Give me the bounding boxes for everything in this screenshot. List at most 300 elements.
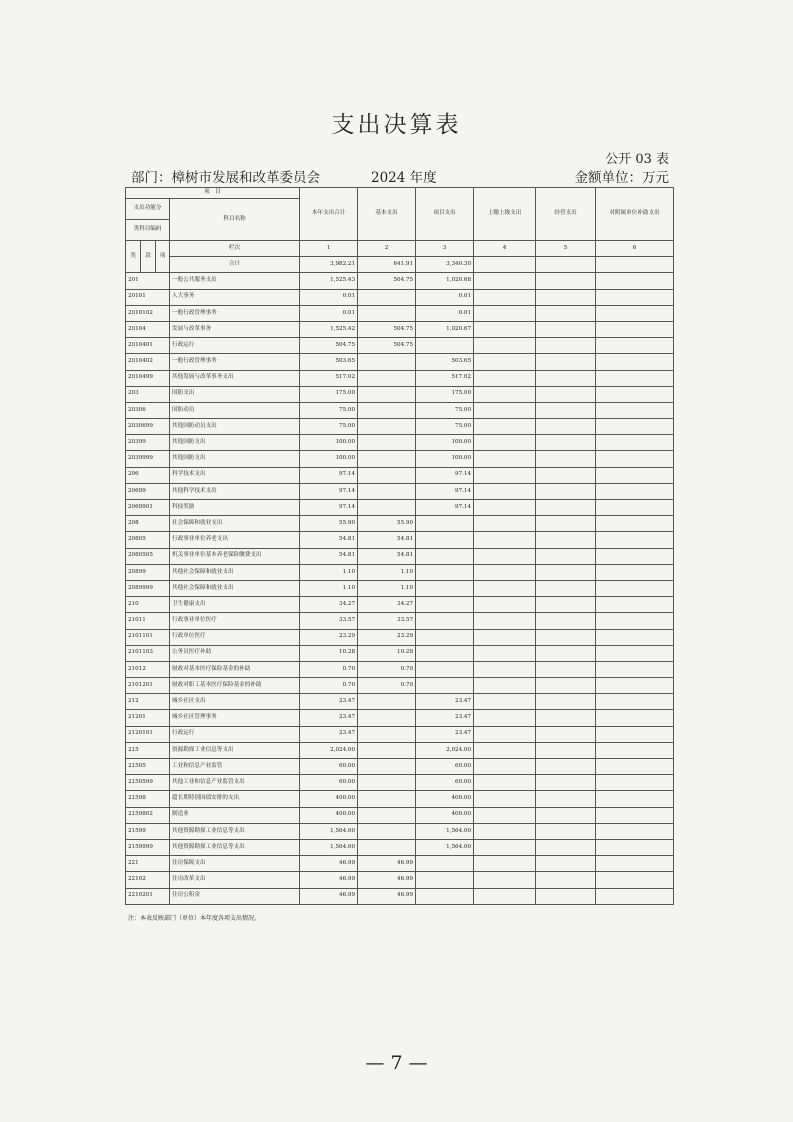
subject-code: 2010401 bbox=[126, 338, 170, 354]
table-row bbox=[126, 580, 674, 596]
subject-name: 其他资源勘探工业信息等支出 bbox=[170, 823, 300, 839]
operating-amount bbox=[536, 839, 596, 855]
amount-unit: 金额单位：万元 bbox=[574, 170, 669, 186]
table-row bbox=[126, 483, 674, 499]
operating-amount bbox=[536, 759, 596, 775]
subsidy-amount bbox=[596, 402, 674, 418]
subject-name: 国防支出 bbox=[170, 386, 300, 402]
basic-amount bbox=[358, 759, 416, 775]
subject-code: 2010402 bbox=[126, 354, 170, 370]
subject-name: 其他国防支出 bbox=[170, 435, 300, 451]
operating-amount bbox=[536, 791, 596, 807]
subject-name: 超长期特别国债安排的支出 bbox=[170, 791, 300, 807]
project-amount bbox=[416, 645, 474, 661]
page-number: — 7 — bbox=[365, 1052, 428, 1074]
subsidy-amount bbox=[596, 888, 674, 904]
project-amount: 100.00 bbox=[416, 435, 474, 451]
remit-amount bbox=[474, 402, 536, 418]
table-row bbox=[126, 872, 674, 888]
operating-amount bbox=[536, 467, 596, 483]
subject-code: 203 bbox=[126, 386, 170, 402]
operating-amount bbox=[536, 483, 596, 499]
subsidy-amount bbox=[596, 791, 674, 807]
remit-amount bbox=[474, 872, 536, 888]
subject-name: 财政对基本医疗保险基金的补助 bbox=[170, 661, 300, 677]
project-amount: 75.00 bbox=[416, 402, 474, 418]
remit-amount bbox=[474, 678, 536, 694]
col-header-subsidy: 对附属单位补助支出 bbox=[596, 188, 674, 241]
subsidy-amount bbox=[596, 289, 674, 305]
subject-code: 20805 bbox=[126, 532, 170, 548]
table-row bbox=[126, 370, 674, 386]
col-num: 6 bbox=[596, 241, 674, 257]
subject-code: 20899 bbox=[126, 564, 170, 580]
project-amount bbox=[416, 661, 474, 677]
operating-amount bbox=[536, 726, 596, 742]
subject-name: 住房公积金 bbox=[170, 888, 300, 904]
project-amount bbox=[416, 580, 474, 596]
remit-amount bbox=[474, 273, 536, 289]
subsidy-amount bbox=[596, 775, 674, 791]
table-row bbox=[126, 678, 674, 694]
total-amount: 1,564.00 bbox=[300, 839, 358, 855]
subsidy-amount bbox=[596, 613, 674, 629]
basic-amount: 0.70 bbox=[358, 661, 416, 677]
total-amount: 97.14 bbox=[300, 500, 358, 516]
subject-code: 2159999 bbox=[126, 839, 170, 855]
operating-amount bbox=[536, 370, 596, 386]
subject-code: 2101101 bbox=[126, 629, 170, 645]
expenditure-table bbox=[125, 187, 674, 905]
operating-amount bbox=[536, 872, 596, 888]
page-title: 支出决算表 bbox=[331, 112, 462, 138]
operating-amount bbox=[536, 289, 596, 305]
subsidy-amount bbox=[596, 273, 674, 289]
remit-amount bbox=[474, 645, 536, 661]
subject-name: 行政事业单位医疗 bbox=[170, 613, 300, 629]
table-row bbox=[126, 694, 674, 710]
subsidy-amount bbox=[596, 564, 674, 580]
basic-amount bbox=[358, 305, 416, 321]
table-row bbox=[126, 742, 674, 758]
subsidy-amount bbox=[596, 823, 674, 839]
basic-amount: 504.75 bbox=[358, 338, 416, 354]
total-amount: 33.57 bbox=[300, 613, 358, 629]
total-amount: 504.75 bbox=[300, 338, 358, 354]
total-amount: 1,525.42 bbox=[300, 321, 358, 337]
total-amount: 1,564.00 bbox=[300, 823, 358, 839]
remit-amount bbox=[474, 370, 536, 386]
subject-name: 发展与改革事务 bbox=[170, 321, 300, 337]
report-header bbox=[125, 166, 673, 186]
subsidy-amount bbox=[596, 856, 674, 872]
operating-amount bbox=[536, 500, 596, 516]
basic-amount: 1.10 bbox=[358, 580, 416, 596]
total-amount: 0.01 bbox=[300, 305, 358, 321]
operating-amount bbox=[536, 629, 596, 645]
subsidy-amount bbox=[596, 742, 674, 758]
remit-amount bbox=[474, 305, 536, 321]
subject-name: 行政运行 bbox=[170, 338, 300, 354]
remit-amount bbox=[474, 435, 536, 451]
subsidy-amount bbox=[596, 807, 674, 823]
col-num: 2 bbox=[358, 241, 416, 257]
subject-code: 20306 bbox=[126, 402, 170, 418]
basic-amount bbox=[358, 694, 416, 710]
total-amount: 23.47 bbox=[300, 694, 358, 710]
total-amount: 0.70 bbox=[300, 661, 358, 677]
basic-amount bbox=[358, 451, 416, 467]
subject-code: 20101 bbox=[126, 289, 170, 305]
remit-amount bbox=[474, 386, 536, 402]
project-amount bbox=[416, 872, 474, 888]
total-amount: 60.00 bbox=[300, 775, 358, 791]
subsidy-amount bbox=[596, 483, 674, 499]
total-amount: 1,525.43 bbox=[300, 273, 358, 289]
subsidy-amount bbox=[596, 386, 674, 402]
remit-amount bbox=[474, 548, 536, 564]
col-num: 3 bbox=[416, 241, 474, 257]
subject-code: 2069901 bbox=[126, 500, 170, 516]
total-amount: 75.00 bbox=[300, 402, 358, 418]
project-header: 项 目 bbox=[126, 188, 300, 199]
total-amount: 97.14 bbox=[300, 483, 358, 499]
subsidy-amount bbox=[596, 839, 674, 855]
remit-amount bbox=[474, 483, 536, 499]
remit-amount bbox=[474, 807, 536, 823]
project-amount: 175.00 bbox=[416, 386, 474, 402]
subject-code: 210 bbox=[126, 597, 170, 613]
project-amount: 400.00 bbox=[416, 807, 474, 823]
subject-code: 21599 bbox=[126, 823, 170, 839]
subject-code: 21011 bbox=[126, 613, 170, 629]
table-row bbox=[126, 856, 674, 872]
basic-amount: 46.99 bbox=[358, 872, 416, 888]
subject-code: 21201 bbox=[126, 710, 170, 726]
project-amount: 517.02 bbox=[416, 370, 474, 386]
subject-name: 一般行政管理事务 bbox=[170, 305, 300, 321]
project-amount bbox=[416, 564, 474, 580]
project-amount bbox=[416, 516, 474, 532]
basic-amount: 55.90 bbox=[358, 516, 416, 532]
project-amount: 503.65 bbox=[416, 354, 474, 370]
basic-amount bbox=[358, 807, 416, 823]
operating-amount bbox=[536, 321, 596, 337]
form-number: 公开 03 表 bbox=[605, 152, 669, 167]
basic-amount: 33.57 bbox=[358, 613, 416, 629]
subsidy-amount bbox=[596, 678, 674, 694]
subject-code: 206 bbox=[126, 467, 170, 483]
total-amount: 23.47 bbox=[300, 726, 358, 742]
table-row bbox=[126, 532, 674, 548]
table-row bbox=[126, 305, 674, 321]
project-amount: 97.14 bbox=[416, 500, 474, 516]
operating-amount bbox=[536, 597, 596, 613]
project-amount: 400.00 bbox=[416, 791, 474, 807]
col-num: 5 bbox=[536, 241, 596, 257]
table-row bbox=[126, 661, 674, 677]
basic-amount: 23.29 bbox=[358, 629, 416, 645]
basic-amount: 54.81 bbox=[358, 532, 416, 548]
remit-amount bbox=[474, 775, 536, 791]
project-amount: 100.00 bbox=[416, 451, 474, 467]
project-amount: 60.00 bbox=[416, 775, 474, 791]
total-amount: 100.00 bbox=[300, 451, 358, 467]
remit-amount bbox=[474, 823, 536, 839]
subsidy-amount bbox=[596, 516, 674, 532]
subject-name: 住房保障支出 bbox=[170, 856, 300, 872]
basic-amount bbox=[358, 726, 416, 742]
project-amount bbox=[416, 597, 474, 613]
subject-name: 工业和信息产业监管 bbox=[170, 759, 300, 775]
subject-name: 人大事务 bbox=[170, 289, 300, 305]
subsidy-amount bbox=[596, 370, 674, 386]
project-amount bbox=[416, 548, 474, 564]
subject-name: 其他资源勘探工业信息等支出 bbox=[170, 839, 300, 855]
basic-amount bbox=[358, 386, 416, 402]
operating-amount bbox=[536, 678, 596, 694]
subsidy-amount bbox=[596, 759, 674, 775]
remit-amount bbox=[474, 694, 536, 710]
table-row bbox=[126, 629, 674, 645]
table-row bbox=[126, 467, 674, 483]
subject-name: 一般公共服务支出 bbox=[170, 273, 300, 289]
table-row bbox=[126, 451, 674, 467]
project-amount: 23.47 bbox=[416, 694, 474, 710]
project-amount: 0.01 bbox=[416, 289, 474, 305]
basic-amount bbox=[358, 467, 416, 483]
subject-name: 其他社会保障和就业支出 bbox=[170, 580, 300, 596]
footnote: 注：本表反映部门（单位）本年度各项支出情况。 bbox=[128, 915, 261, 922]
subsidy-amount bbox=[596, 548, 674, 564]
remit-amount bbox=[474, 710, 536, 726]
basic-amount bbox=[358, 289, 416, 305]
total-amount: 0.01 bbox=[300, 289, 358, 305]
table-row bbox=[126, 435, 674, 451]
func-class-header: 支出功能分 bbox=[126, 199, 170, 220]
subsidy-amount bbox=[596, 532, 674, 548]
subject-name: 一般行政管理事务 bbox=[170, 354, 300, 370]
subject-code: 2030699 bbox=[126, 419, 170, 435]
project-amount bbox=[416, 888, 474, 904]
total-amount: 0.70 bbox=[300, 678, 358, 694]
subsidy-amount bbox=[596, 597, 674, 613]
operating-amount bbox=[536, 694, 596, 710]
remit-amount bbox=[474, 467, 536, 483]
table-body bbox=[126, 273, 674, 904]
table-row bbox=[126, 759, 674, 775]
subsidy-amount bbox=[596, 645, 674, 661]
total-amount: 60.00 bbox=[300, 759, 358, 775]
operating-amount bbox=[536, 742, 596, 758]
subject-code: 21505 bbox=[126, 759, 170, 775]
project-amount: 60.00 bbox=[416, 759, 474, 775]
subject-name: 住房改革支出 bbox=[170, 872, 300, 888]
col-num: 1 bbox=[300, 241, 358, 257]
department-label: 部门：樟树市发展和改革委员会 bbox=[131, 170, 320, 186]
operating-amount bbox=[536, 419, 596, 435]
total-amount: 23.47 bbox=[300, 710, 358, 726]
project-amount bbox=[416, 532, 474, 548]
subject-code: 208 bbox=[126, 516, 170, 532]
remit-amount bbox=[474, 500, 536, 516]
subject-code: 2101103 bbox=[126, 645, 170, 661]
total-amount: 34.27 bbox=[300, 597, 358, 613]
operating-amount bbox=[536, 710, 596, 726]
operating-amount bbox=[536, 823, 596, 839]
table-row bbox=[126, 710, 674, 726]
remit-amount bbox=[474, 451, 536, 467]
subject-code: 20699 bbox=[126, 483, 170, 499]
subject-code: 2210201 bbox=[126, 888, 170, 904]
subject-name: 其他社会保障和就业支出 bbox=[170, 564, 300, 580]
subject-code: 21012 bbox=[126, 661, 170, 677]
operating-amount bbox=[536, 645, 596, 661]
subsidy-amount bbox=[596, 710, 674, 726]
subject-name: 制造业 bbox=[170, 807, 300, 823]
project-amount: 1,564.00 bbox=[416, 839, 474, 855]
operating-amount bbox=[536, 775, 596, 791]
basic-amount: 10.28 bbox=[358, 645, 416, 661]
operating-amount bbox=[536, 564, 596, 580]
subsidy-amount bbox=[596, 580, 674, 596]
basic-amount bbox=[358, 500, 416, 516]
remit-amount bbox=[474, 726, 536, 742]
subject-name: 其他科学技术支出 bbox=[170, 483, 300, 499]
subject-name: 其他国防动员支出 bbox=[170, 419, 300, 435]
table-row bbox=[126, 645, 674, 661]
remit-amount bbox=[474, 516, 536, 532]
table-row bbox=[126, 823, 674, 839]
lei-header: 类 bbox=[126, 241, 141, 273]
subject-code: 2080505 bbox=[126, 548, 170, 564]
project-amount: 97.14 bbox=[416, 483, 474, 499]
basic-amount bbox=[358, 402, 416, 418]
subject-name: 行政运行 bbox=[170, 726, 300, 742]
subject-code: 20399 bbox=[126, 435, 170, 451]
basic-amount bbox=[358, 419, 416, 435]
project-amount bbox=[416, 613, 474, 629]
col-header-remit: 上缴上级支出 bbox=[474, 188, 536, 241]
subject-name: 行政单位医疗 bbox=[170, 629, 300, 645]
subsidy-amount bbox=[596, 872, 674, 888]
operating-amount bbox=[536, 807, 596, 823]
subsidy-amount bbox=[596, 661, 674, 677]
basic-amount bbox=[358, 435, 416, 451]
operating-amount bbox=[536, 580, 596, 596]
operating-amount bbox=[536, 516, 596, 532]
table-row bbox=[126, 419, 674, 435]
project-amount bbox=[416, 678, 474, 694]
subject-code: 20104 bbox=[126, 321, 170, 337]
subsidy-amount bbox=[596, 435, 674, 451]
table-row bbox=[126, 321, 674, 337]
subsidy-amount bbox=[596, 451, 674, 467]
table-row bbox=[126, 775, 674, 791]
subject-name: 机关事业单位基本养老保险缴费支出 bbox=[170, 548, 300, 564]
table-row bbox=[126, 807, 674, 823]
subject-code: 2120101 bbox=[126, 726, 170, 742]
remit-amount bbox=[474, 742, 536, 758]
class-code-header: 类科目编码 bbox=[126, 220, 170, 241]
remit-amount bbox=[474, 419, 536, 435]
project-amount: 75.00 bbox=[416, 419, 474, 435]
operating-amount bbox=[536, 338, 596, 354]
basic-amount: 46.99 bbox=[358, 856, 416, 872]
total-amount: 503.65 bbox=[300, 354, 358, 370]
table-row bbox=[126, 597, 674, 613]
subject-code: 2010499 bbox=[126, 370, 170, 386]
xiang-header: 项 bbox=[156, 241, 170, 273]
operating-amount bbox=[536, 402, 596, 418]
total-amount: 100.00 bbox=[300, 435, 358, 451]
basic-amount: 0.70 bbox=[358, 678, 416, 694]
project-amount: 23.47 bbox=[416, 710, 474, 726]
project-amount: 23.47 bbox=[416, 726, 474, 742]
remit-amount bbox=[474, 354, 536, 370]
basic-amount bbox=[358, 823, 416, 839]
table-row bbox=[126, 500, 674, 516]
kuan-header: 款 bbox=[141, 241, 156, 273]
subject-name-header: 科目名称 bbox=[170, 199, 300, 241]
total-amount: 75.00 bbox=[300, 419, 358, 435]
subsidy-amount bbox=[596, 354, 674, 370]
table-row bbox=[126, 354, 674, 370]
subject-name: 国防动员 bbox=[170, 402, 300, 418]
basic-amount: 54.81 bbox=[358, 548, 416, 564]
subject-code: 215 bbox=[126, 742, 170, 758]
col-header-total: 本年支出合计 bbox=[300, 188, 358, 241]
operating-amount bbox=[536, 856, 596, 872]
total-amount: 54.81 bbox=[300, 548, 358, 564]
operating-amount bbox=[536, 661, 596, 677]
total-label: 合计 bbox=[170, 257, 300, 273]
subject-name: 资源勘探工业信息等支出 bbox=[170, 742, 300, 758]
subject-code: 2010102 bbox=[126, 305, 170, 321]
subsidy-amount bbox=[596, 321, 674, 337]
col-num: 4 bbox=[474, 241, 536, 257]
total-basic: 641.91 bbox=[358, 257, 416, 273]
project-amount bbox=[416, 629, 474, 645]
table-row bbox=[126, 386, 674, 402]
remit-amount bbox=[474, 759, 536, 775]
remit-amount bbox=[474, 888, 536, 904]
project-amount: 2,024.00 bbox=[416, 742, 474, 758]
basic-amount bbox=[358, 791, 416, 807]
subsidy-amount bbox=[596, 305, 674, 321]
subsidy-amount bbox=[596, 500, 674, 516]
basic-amount: 504.75 bbox=[358, 273, 416, 289]
subject-code: 21598 bbox=[126, 791, 170, 807]
subsidy-amount bbox=[596, 726, 674, 742]
total-amount: 97.14 bbox=[300, 467, 358, 483]
operating-amount bbox=[536, 613, 596, 629]
basic-amount bbox=[358, 839, 416, 855]
table-row bbox=[126, 613, 674, 629]
total-amount: 54.81 bbox=[300, 532, 358, 548]
basic-amount: 46.99 bbox=[358, 888, 416, 904]
subject-name: 城乡社区管理事务 bbox=[170, 710, 300, 726]
remit-amount bbox=[474, 791, 536, 807]
basic-amount: 1.10 bbox=[358, 564, 416, 580]
remit-amount bbox=[474, 580, 536, 596]
basic-amount: 34.27 bbox=[358, 597, 416, 613]
subject-name: 行政事业单位养老支出 bbox=[170, 532, 300, 548]
subsidy-amount bbox=[596, 467, 674, 483]
table-row bbox=[126, 548, 674, 564]
table-row bbox=[126, 289, 674, 305]
remit-amount bbox=[474, 597, 536, 613]
